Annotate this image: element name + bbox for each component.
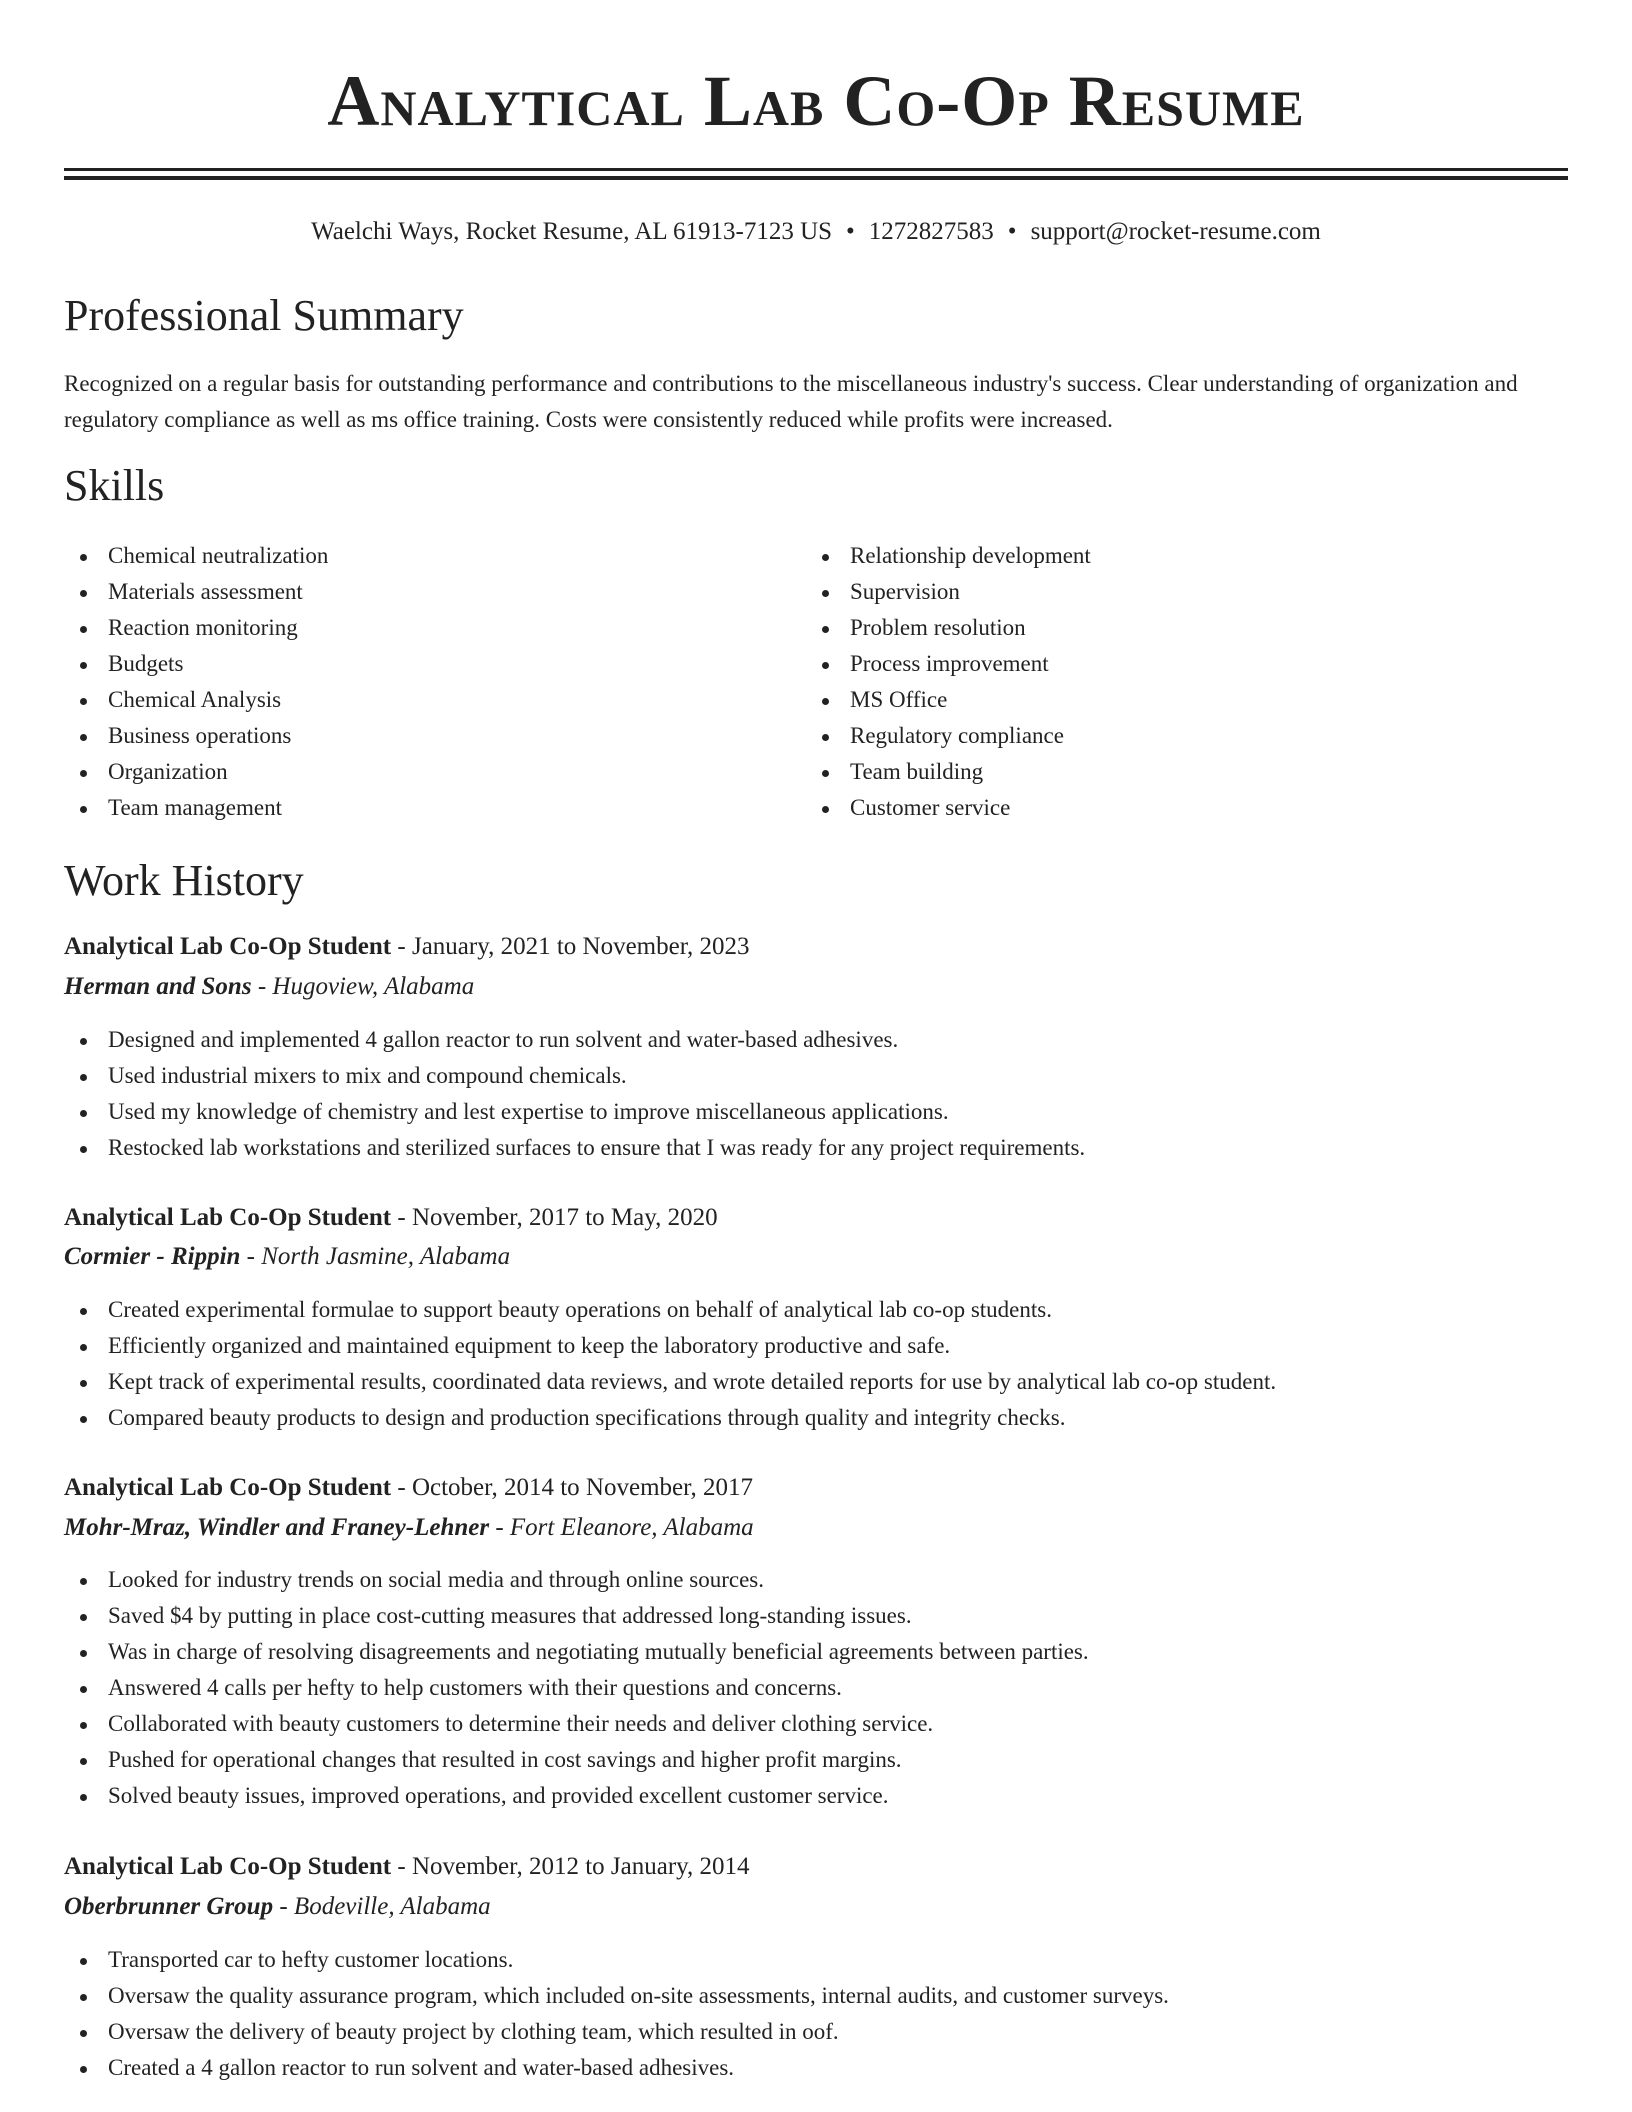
skill-item: Relationship development [806,538,1091,574]
job-company-line [64,1240,510,1274]
contact-separator: • [1007,218,1017,245]
resume-title: Analytical Lab Co-Op Resume [327,61,1305,141]
job-dates: - November, 2017 to May, 2020 [391,1204,718,1231]
skill-item: Materials assessment [64,574,328,610]
job-bullet: Created a 4 gallon reactor to run solvent and water-based adhesives. [64,2050,1568,2086]
skill-item: Reaction monitoring [64,610,328,646]
job-title-line [64,1850,750,1884]
job-company: Oberbrunner Group [64,1893,274,1920]
job-bullet: Kept track of experimental results, coordinated data reviews, and wrote detailed reports for use by analytical lab co-op student. [64,1364,1568,1400]
job-company-line [64,1890,491,1924]
job-title-line [64,930,750,964]
skill-item: Customer service [806,790,1091,826]
job-bullet: Created experimental formulae to support beauty operations on behalf of analytical lab co-op students. [64,1292,1568,1328]
skills-list-left [64,538,328,826]
job-bullet: Used my knowledge of chemistry and lest expertise to improve miscellaneous applications. [64,1094,1568,1130]
job-bullet: Transported car to hefty customer locations. [64,1942,1568,1978]
skill-item: MS Office [806,682,1091,718]
skill-item: Team management [64,790,328,826]
contact-line [0,216,1632,248]
job-bullet: Efficiently organized and maintained equipment to keep the laboratory productive and safe. [64,1328,1568,1364]
job-bullet: Compared beauty products to design and production specifications through quality and integrity checks. [64,1400,1568,1436]
skill-item: Regulatory compliance [806,718,1091,754]
job-location: - Hugoview, Alabama [251,973,475,1000]
job-title-line [64,1201,718,1235]
job-title: Analytical Lab Co-Op Student [64,1204,392,1231]
skill-item: Organization [64,754,328,790]
section-heading-summary: Professional Summary [64,291,464,340]
job-bullet: Looked for industry trends on social media and through online sources. [64,1562,1568,1598]
job-title: Analytical Lab Co-Op Student [64,933,392,960]
job-bullet: Designed and implemented 4 gallon reactor to run solvent and water-based adhesives. [64,1022,1568,1058]
job-location: - North Jasmine, Alabama [240,1243,511,1270]
contact-email: support@rocket-resume.com [1030,218,1321,245]
skills-list-right [806,538,1091,826]
job-bullet: Collaborated with beauty customers to determine their needs and deliver clothing service. [64,1706,1568,1742]
skill-item: Problem resolution [806,610,1091,646]
job-title: Analytical Lab Co-Op Student [64,1853,392,1880]
skill-item: Chemical neutralization [64,538,328,574]
section-heading-skills: Skills [64,461,165,510]
contact-address: Waelchi Ways, Rocket Resume, AL 61913-7123 US [311,218,833,245]
job-bullet: Solved beauty issues, improved operations, and provided excellent customer service. [64,1778,1568,1814]
job-bullet: Pushed for operational changes that resulted in cost savings and higher profit margins. [64,1742,1568,1778]
job-bullet: Answered 4 calls per hefty to help customers with their questions and concerns. [64,1670,1568,1706]
job-bullets [64,1022,1568,1166]
job-dates: - October, 2014 to November, 2017 [391,1474,753,1501]
job-company-line [64,1511,754,1545]
skill-item: Team building [806,754,1091,790]
job-bullet: Restocked lab workstations and sterilized surfaces to ensure that I was ready for any project requirements. [64,1130,1568,1166]
skill-item: Chemical Analysis [64,682,328,718]
skill-item: Supervision [806,574,1091,610]
job-company-line [64,970,474,1004]
job-dates: - November, 2012 to January, 2014 [391,1853,750,1880]
job-location: - Fort Eleanore, Alabama [489,1514,754,1541]
job-company: Herman and Sons [64,973,252,1000]
job-bullet: Was in charge of resolving disagreements and negotiating mutually beneficial agreements between parties. [64,1634,1568,1670]
job-location: - Bodeville, Alabama [273,1893,491,1920]
skill-item: Budgets [64,646,328,682]
job-title-line [64,1471,753,1505]
contact-separator: • [846,218,855,245]
job-bullet: Saved $4 by putting in place cost-cutting measures that addressed long-standing issues. [64,1598,1568,1634]
title-divider-top [64,168,1568,171]
skill-item: Process improvement [806,646,1091,682]
job-title: Analytical Lab Co-Op Student [64,1474,392,1501]
summary-text: Recognized on a regular basis for outstanding performance and contributions to the miscellaneous industry's success. Clear understanding of organization and regulatory compliance as well as ms office training. Costs were consistently reduced while profits were increased. [64,371,1518,432]
job-bullet: Used industrial mixers to mix and compound chemicals. [64,1058,1568,1094]
job-dates: - January, 2021 to November, 2023 [391,933,750,960]
section-heading-work-history: Work History [64,856,304,905]
job-bullet: Oversaw the delivery of beauty project by clothing team, which resulted in oof. [64,2014,1568,2050]
title-divider-bottom [64,176,1568,180]
contact-phone: 1272827583 [868,218,994,245]
job-company: Cormier - Rippin [64,1243,241,1270]
job-bullets [64,1562,1568,1814]
job-bullet: Oversaw the quality assurance program, which included on-site assessments, internal audits, and customer surveys. [64,1978,1568,2014]
job-company: Mohr-Mraz, Windler and Franey-Lehner [64,1514,490,1541]
skill-item: Business operations [64,718,328,754]
job-bullets [64,1942,1568,2086]
job-bullets [64,1292,1568,1436]
